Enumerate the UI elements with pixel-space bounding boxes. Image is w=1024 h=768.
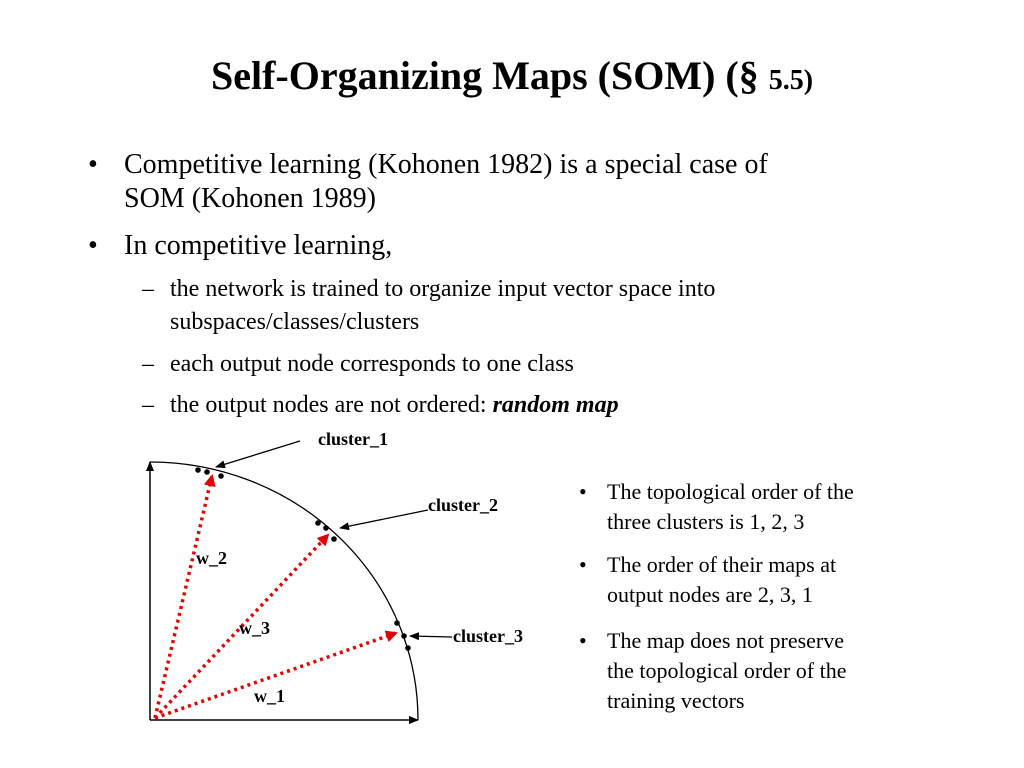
sub-bullet-marker: –: [142, 351, 154, 377]
bullet-marker: •: [88, 230, 98, 261]
title-section: 5.5: [768, 65, 804, 96]
cluster-1-pointer: [216, 441, 300, 467]
sub-bullet-text: the output nodes are not ordered:: [170, 392, 493, 418]
note-marker: •: [579, 552, 587, 577]
vector-w2: [155, 476, 212, 718]
cluster-2-pointer: [340, 510, 428, 528]
note-line: the topological order of the: [607, 658, 847, 683]
random-map-emphasis: random map: [492, 392, 619, 418]
sub-bullet-marker: –: [142, 276, 154, 302]
note-marker: •: [579, 479, 587, 504]
bullet-line: SOM (Kohonen 1989): [124, 183, 376, 214]
sub-bullet-line: the network is trained to organize input vector space into: [170, 276, 716, 302]
note-line: The topological order of the: [607, 479, 854, 504]
note-line: output nodes are 2, 3, 1: [607, 582, 813, 607]
vector-w3-label: w_3: [239, 618, 270, 638]
note-line: The order of their maps at: [607, 552, 837, 577]
note-topological-order: [579, 477, 854, 537]
cluster-3-pointer: [410, 636, 452, 637]
cluster-3-points: [394, 620, 411, 651]
vector-w2-label: w_2: [196, 548, 227, 568]
note-line: The map does not preserve: [607, 628, 845, 653]
bullet-line: In competitive learning,: [124, 230, 393, 261]
bullet-line: Competitive learning (Kohonen 1982) is a special case of: [124, 149, 768, 180]
vector-w1-label: w_1: [254, 686, 285, 706]
note-not-preserve: [579, 626, 847, 716]
bullet-marker: •: [88, 149, 98, 180]
note-line: training vectors: [607, 688, 745, 713]
sub-bullet-marker: –: [142, 392, 154, 418]
sub-bullet-line: each output node corresponds to one class: [170, 351, 574, 377]
title-close: ): [803, 65, 814, 96]
cluster-2-label: cluster_2: [428, 495, 498, 515]
note-map-order: [579, 550, 837, 610]
sub-bullet-line: subspaces/classes/clusters: [170, 309, 420, 335]
note-marker: •: [579, 628, 587, 653]
cluster-3-label: cluster_3: [453, 626, 523, 646]
note-line: three clusters is 1, 2, 3: [607, 509, 805, 534]
cluster-1-label: cluster_1: [318, 429, 388, 449]
title-main: Self-Organizing Maps (SOM) (§: [210, 53, 769, 98]
